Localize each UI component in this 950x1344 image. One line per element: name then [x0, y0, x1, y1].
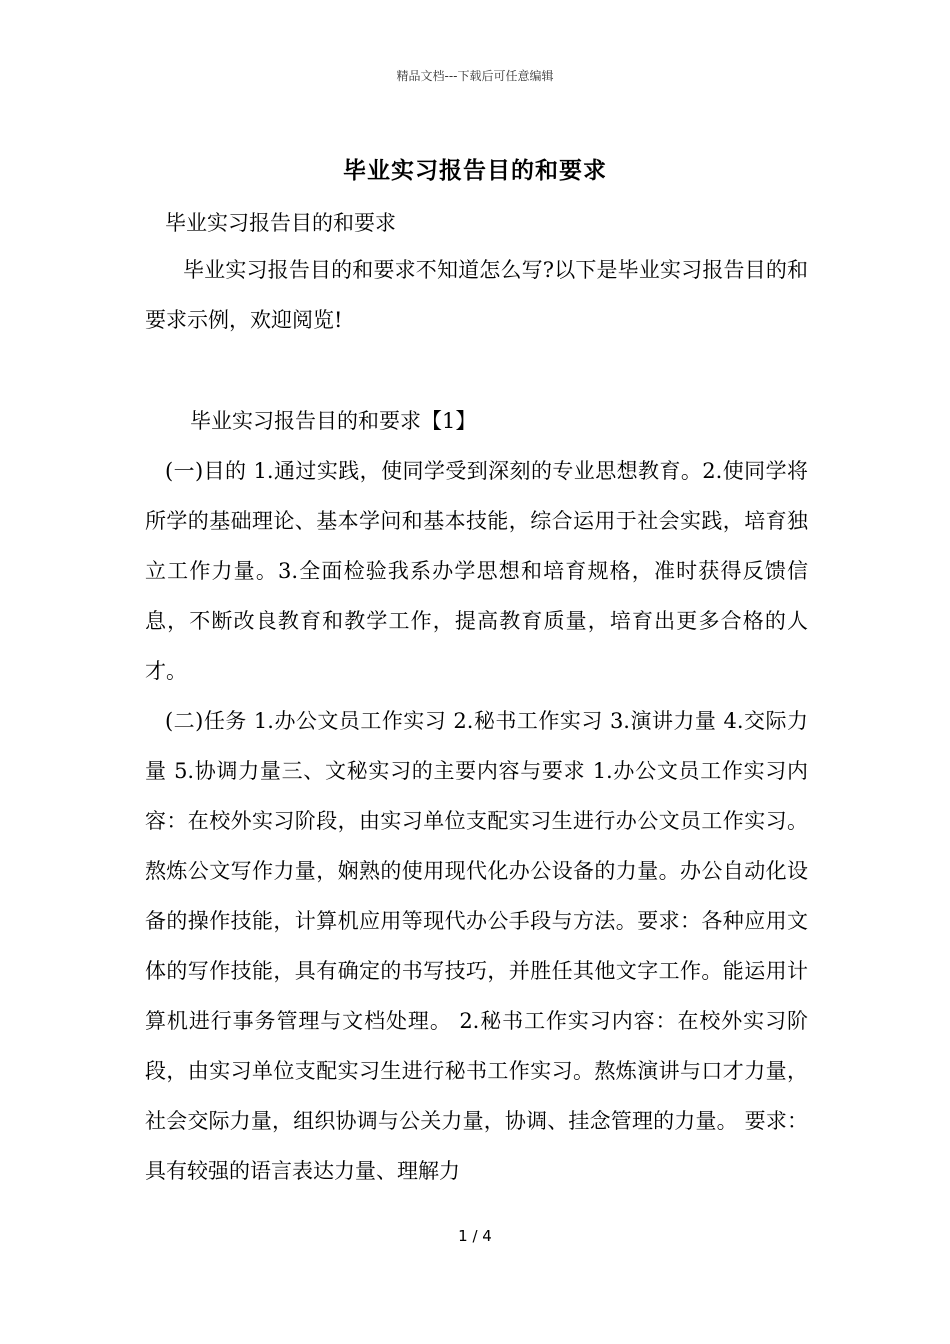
page-number: 1 / 4 — [458, 1227, 492, 1245]
tasks-paragraph: (二)任务 1.办公文员工作实习 2.秘书工作实习 3.演讲力量 4.交际力量 5.协调力量三、文秘实习的主要内容与要求 1.办公文员工作实习内容：在校外实习阶段，由实习单位支配实习生进行办公文员工作实习。熬炼公文写作力量，娴熟的使用现代化办公设备的力量。办公自动化设备的操作技能，计算机应用等现代办公手段与方法。要求：各种应用文体的写作技能，具有确定的书写技巧，并胜任其他文字工作。能运用计算机进行事务管理与文档处理。 2.秘书工作实习内容：在校外实习阶段，由实习单位支配实习生进行秘书工作实习。熬炼演讲与口才力量，社会交际力量，组织协调与公关力量，协调、挂念管理的力量。 要求：具有较强的语言表达力量、理解力 — [145, 709, 808, 1183]
header-note: 精品文档---下载后可任意编辑 — [396, 69, 554, 83]
section-heading: 毕业实习报告目的和要求【1】 — [190, 409, 477, 433]
document-subtitle: 毕业实习报告目的和要求 — [165, 211, 396, 235]
intro-paragraph: 毕业实习报告目的和要求不知道怎么写?以下是毕业实习报告目的和要求示例，欢迎阅览! — [145, 258, 808, 332]
purpose-paragraph: (一)目的 1.通过实践，使同学受到深刻的专业思想教育。2.使同学将所学的基础理论、基本学问和基本技能，综合运用于社会实践，培育独立工作力量。3.全面检验我系办学思想和培育规格，准时获得反馈信息，不断改良教育和教学工作，提高教育质量，培育出更多合格的人才。 — [145, 459, 808, 683]
document-title: 毕业实习报告目的和要求 — [343, 157, 607, 184]
